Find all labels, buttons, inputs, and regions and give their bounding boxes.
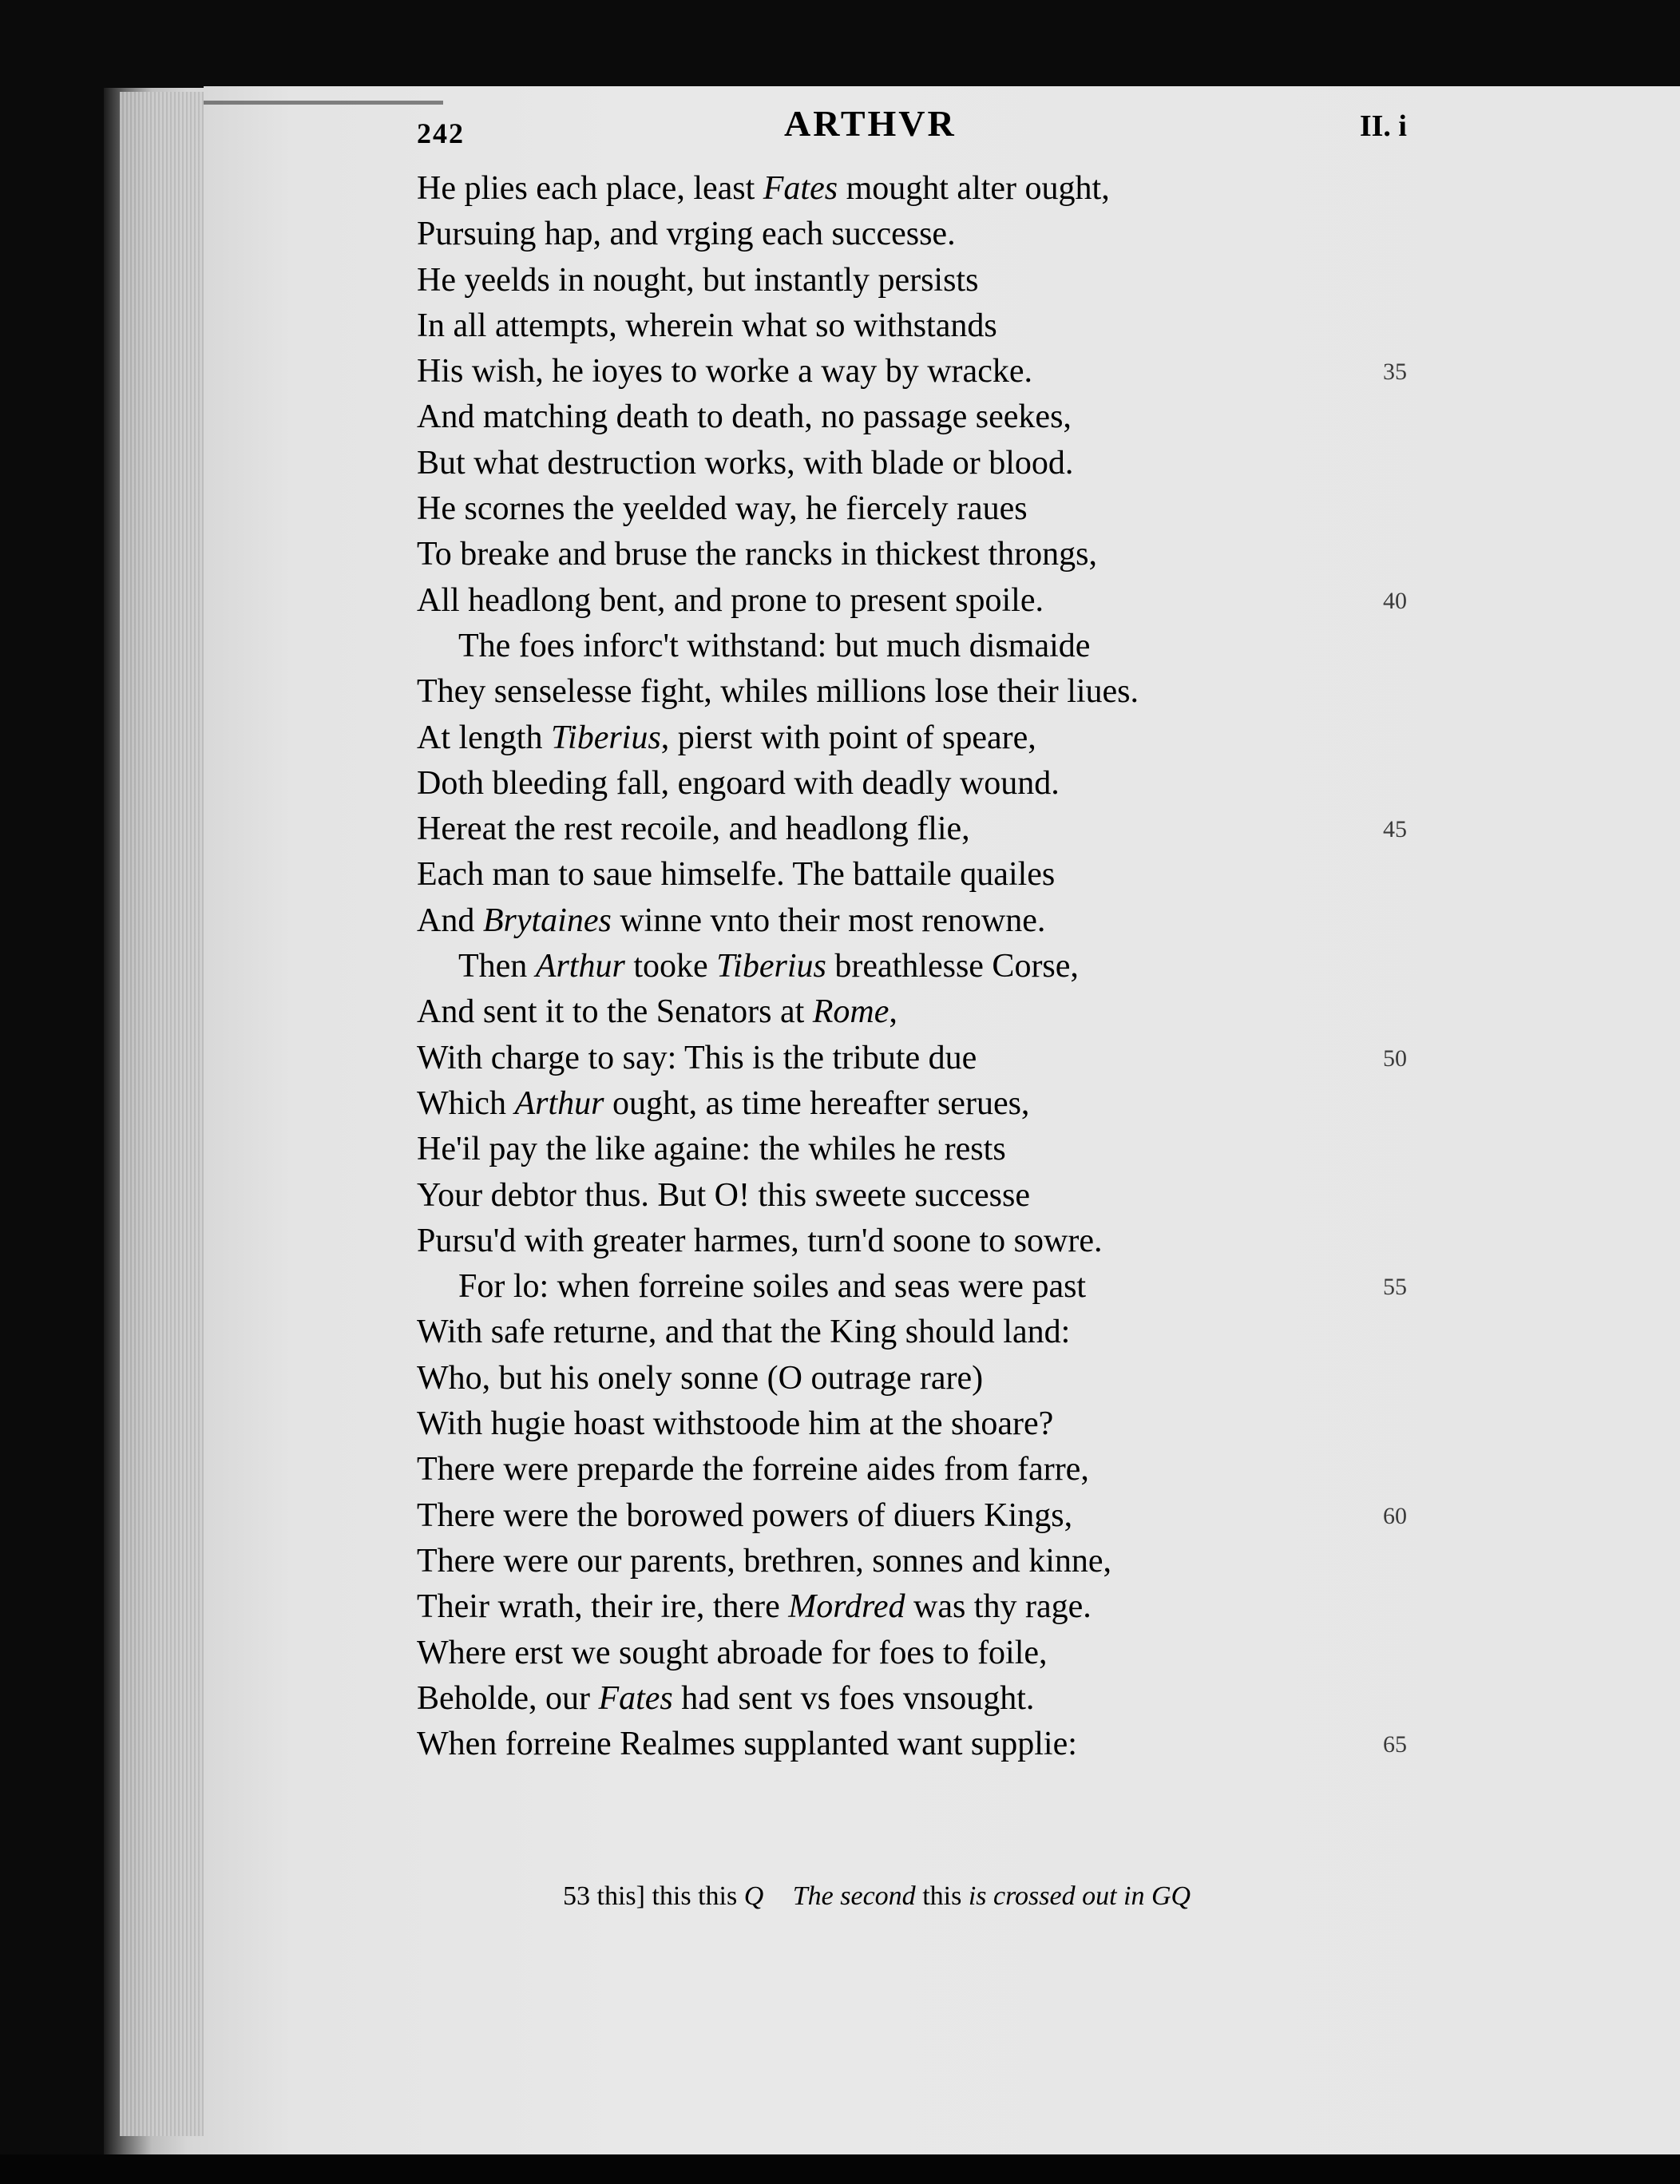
verse-line	[417, 441, 1423, 486]
verse-line	[417, 715, 1423, 761]
verse-line-text: When forreine Realmes supplanted want supplie:	[417, 1726, 1077, 1763]
verse-line	[417, 532, 1423, 577]
verse-line	[417, 898, 1423, 944]
verse-line	[417, 761, 1423, 807]
verse-line-text: For lo: when forreine soiles and seas were past	[458, 1268, 1087, 1306]
line-number: 45	[1383, 816, 1407, 843]
verse-line	[417, 166, 1423, 212]
page-edges	[120, 92, 216, 2136]
line-number: 65	[1383, 1731, 1407, 1758]
verse-line	[417, 1539, 1423, 1584]
verse-line	[417, 944, 1423, 989]
verse-line	[417, 1219, 1423, 1264]
verse-line-text: Beholde, our Fates had sent vs foes vnsought.	[417, 1679, 1035, 1717]
verse-line	[417, 578, 1423, 624]
verse-line	[417, 989, 1423, 1035]
verse-line	[417, 349, 1423, 394]
verse-line	[417, 1722, 1423, 1767]
verse-line-text: All headlong bent, and prone to present spoile.	[417, 581, 1044, 619]
verse-line	[417, 852, 1423, 898]
line-number: 55	[1383, 1274, 1407, 1301]
verse-line-text: And sent it to the Senators at Rome,	[417, 993, 897, 1031]
running-head: ARTHVR	[784, 103, 957, 144]
verse-line	[417, 1310, 1423, 1355]
verse-line-text: And Brytaines winne vnto their most renowne.	[417, 902, 1046, 939]
verse-line-text: At length Tiberius, pierst with point of speare,	[417, 719, 1036, 756]
verse-line	[417, 1081, 1423, 1127]
verse-line-text: In all attempts, wherein what so withstands	[417, 307, 997, 344]
verse-line-text: His wish, he ioyes to worke a way by wracke.	[417, 353, 1032, 390]
verse-line	[417, 486, 1423, 532]
verse-line	[417, 258, 1423, 303]
line-number: 50	[1383, 1044, 1407, 1072]
verse-line	[417, 1401, 1423, 1447]
footnote-lemma: this] this this	[596, 1881, 738, 1911]
verse-line-text: Each man to saue himselfe. The battaile quailes	[417, 856, 1056, 894]
footnote	[563, 1881, 1191, 1912]
verse-line-text: There were preparde the forreine aides from farre,	[417, 1451, 1089, 1488]
footnote-note-word: this	[922, 1881, 962, 1911]
verse-line	[417, 1631, 1423, 1676]
verse-line-text: There were the borowed powers of diuers Kings,	[417, 1496, 1073, 1534]
verse-line-text: He'il pay the like againe: the whiles he rests	[417, 1131, 1006, 1168]
verse-line	[417, 303, 1423, 349]
verse-line	[417, 1584, 1423, 1630]
footnote-note-italic-2: is crossed out in GQ	[968, 1881, 1191, 1911]
footnote-siglum: Q	[743, 1881, 764, 1911]
footnote-note-italic-1: The second	[792, 1881, 916, 1911]
line-number: 40	[1383, 587, 1407, 614]
verse-line	[417, 1676, 1423, 1722]
page-header	[417, 102, 1407, 158]
verse-line-text: Pursu'd with greater harmes, turn'd soone to sowre.	[417, 1222, 1103, 1259]
verse-line	[417, 1447, 1423, 1492]
page-number: 242	[417, 117, 465, 149]
verse-line-text: They senselesse fight, whiles millions lose their liues.	[417, 673, 1139, 711]
verse-line-text: Who, but his onely sonne (O outrage rare)	[417, 1359, 984, 1397]
verse-line-text: And matching death to death, no passage seekes,	[417, 398, 1072, 436]
verse-line	[417, 212, 1423, 257]
verse-line-text: With hugie hoast withstoode him at the shoare?	[417, 1405, 1054, 1443]
footnote-line-ref: 53	[563, 1881, 590, 1911]
line-number: 60	[1383, 1502, 1407, 1529]
verse-line	[417, 669, 1423, 715]
verse-line	[417, 394, 1423, 440]
verse-line	[417, 1127, 1423, 1172]
verse-line-text: Their wrath, their ire, there Mordred was thy rage.	[417, 1588, 1092, 1626]
verse-line	[417, 1264, 1423, 1310]
verse-line-text: Pursuing hap, and vrging each successe.	[417, 216, 956, 253]
verse-line-text: To breake and bruse the rancks in thickest throngs,	[417, 536, 1097, 573]
top-rule	[204, 101, 443, 105]
line-number: 35	[1383, 359, 1407, 386]
verse-line-text: Then Arthur tooke Tiberius breathlesse Corse,	[458, 948, 1079, 985]
verse-line	[417, 1493, 1423, 1539]
verse-line-text: But what destruction works, with blade or blood.	[417, 444, 1074, 482]
verse-line	[417, 1173, 1423, 1219]
verse-line-text: Doth bleeding fall, engoard with deadly wound.	[417, 764, 1060, 802]
verse-line-text: With charge to say: This is the tribute due	[417, 1039, 977, 1076]
scene-reference: II. i	[1359, 109, 1407, 143]
verse-line-text: He plies each place, least Fates mought alter ought,	[417, 170, 1110, 207]
bottom-shadow	[0, 2154, 1680, 2184]
verse-line-text: Where erst we sought abroade for foes to foile,	[417, 1634, 1048, 1671]
verse-line-text: He scornes the yeelded way, he fiercely raues	[417, 490, 1028, 528]
verse-line	[417, 807, 1423, 852]
verse-line-text: Hereat the rest recoile, and headlong flie,	[417, 811, 970, 848]
verse-line-text: Your debtor thus. But O! this sweete successe	[417, 1176, 1030, 1214]
verse-line-text: With safe returne, and that the King should land:	[417, 1314, 1071, 1351]
verse-line-text: Which Arthur ought, as time hereafter serues,	[417, 1084, 1030, 1122]
verse-line-text: He yeelds in nought, but instantly persists	[417, 261, 979, 299]
verse-line-text: There were our parents, brethren, sonnes and kinne,	[417, 1542, 1112, 1580]
verse-line	[417, 1356, 1423, 1401]
verse-block	[417, 166, 1423, 1767]
verse-line	[417, 624, 1423, 669]
verse-line	[417, 1036, 1423, 1081]
verse-line-text: The foes inforc't withstand: but much dismaide	[458, 627, 1091, 664]
